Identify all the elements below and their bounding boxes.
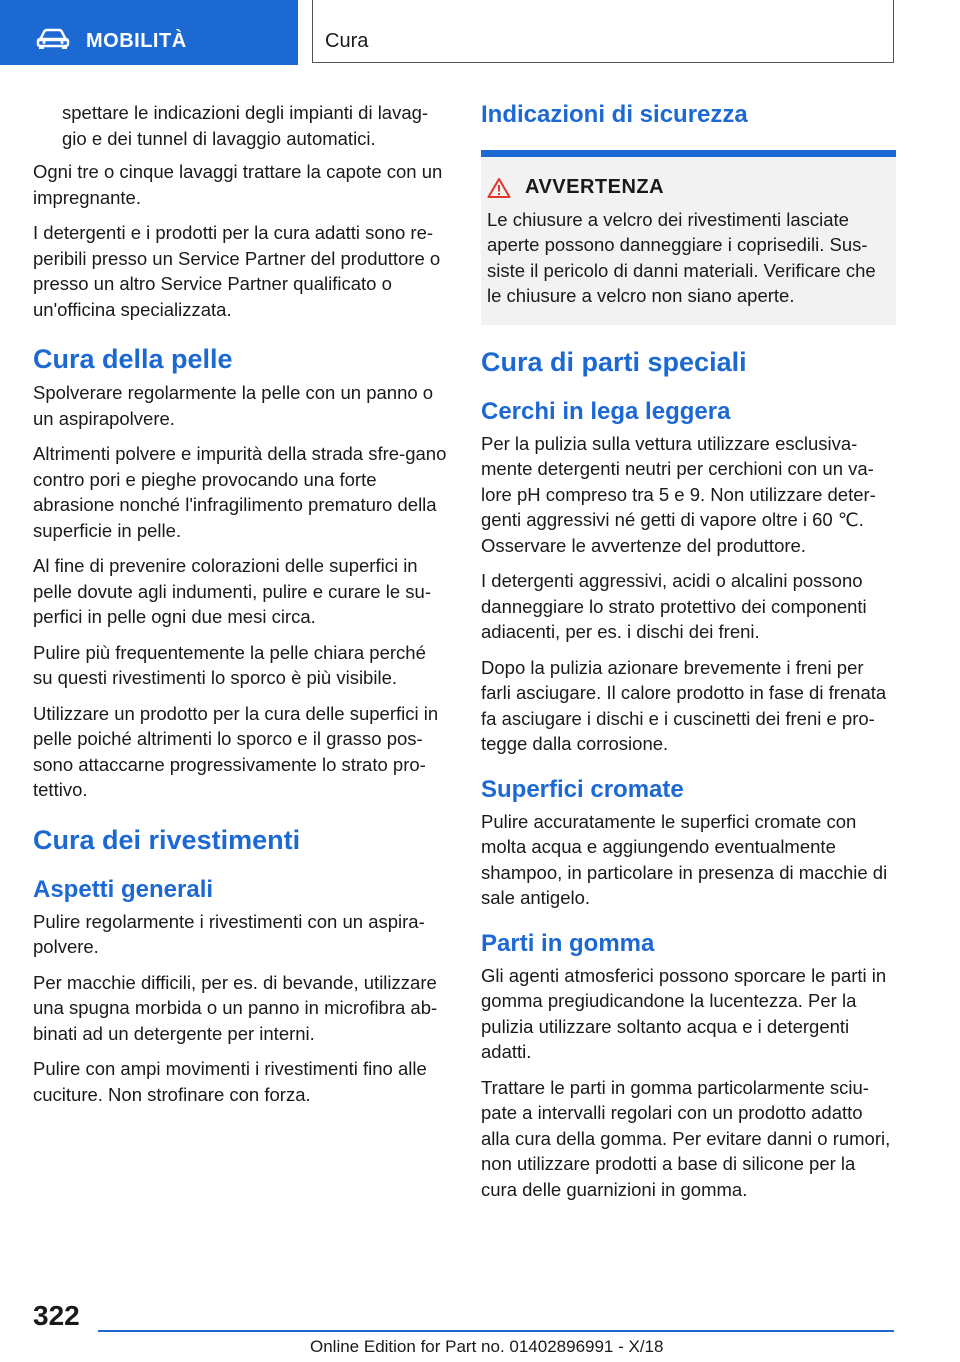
paragraph: Pulire accuratamente le superfici cromate con molta acqua e aggiungendo eventualmente shampoo, in particolare in presenza di macchie di sale antigelo. [481,810,888,908]
warning-text: Le chiusure a velcro dei rivestimenti lasciate aperte possono danneggiare i coprisedili. Sus-siste il pericolo di danni materiali. Verificare che le chiusure a velcro non siano aperte. [487,208,876,306]
warning-box [481,157,896,325]
left-column [33,100,448,1117]
paragraph: Gli agenti atmosferici possono sporcare le parti in gomma pregiudicandone la lucentezza. Per la pulizia utilizzare soltanto acqua e i detergenti adatti. [481,964,887,1062]
warning-label: AVVERTENZA [525,176,665,198]
section-tab[interactable] [0,0,298,65]
heading-special-parts: Cura di parti speciali [481,346,747,377]
warning-triangle-icon [487,177,511,199]
car-icon [36,28,70,55]
paragraph: I detergenti e i prodotti per la cura adatti sono re-peribili presso un Service Partner del produttore o presso un altro Service Partner qualificato o un'officina specializzata. [33,222,441,320]
paragraph: Pulire con ampi movimenti i rivestimenti fino alle cuciture. Non strofinare con forza. [33,1058,427,1105]
chapter-header [312,0,894,63]
paragraph: Ogni tre o cinque lavaggi trattare la capote con un impregnante. [33,161,443,208]
paragraph: Per la pulizia sulla vettura utilizzare esclusiva-mente detergenti neutri per cerchioni con un va-lore pH compreso tra 5 e 9. Non utilizzare deter-genti aggressivi né getti di vapore oltre i 60 ℃. Osservare le avvertenze del produttore. [481,432,876,556]
subheading-rubber: Parti in gomma [481,929,655,957]
paragraph: Pulire più frequentemente la pelle chiara perché su questi rivestimenti lo sporco è più visibile. [33,641,426,688]
section-rule [481,150,896,157]
heading-safety: Indicazioni di sicurezza [481,101,748,128]
footer-divider [98,1330,894,1332]
section-label: MOBILITÀ [86,30,187,52]
intro-indented-text: spettare le indicazioni degli impianti di lavag-gio e dei tunnel di lavaggio automatici. [62,102,429,149]
subheading-chrome: Superfici cromate [481,775,684,803]
subheading-alloy-wheels: Cerchi in lega leggera [481,397,731,425]
paragraph: Spolverare regolarmente la pelle con un panno o un aspirapolvere. [33,382,434,429]
paragraph: Altrimenti polvere e impurità della strada sfre-gano contro pori e pieghe provocando una forte abrasione nonché l'infragilimento prematuro della superficie in pelle. [33,443,447,541]
right-column [481,100,896,1212]
heading-upholstery-care: Cura dei rivestimenti [33,824,301,855]
paragraph: Pulire regolarmente i rivestimenti con un aspira-polvere. [33,910,425,957]
warning-header [487,175,886,201]
paragraph: I detergenti aggressivi, acidi o alcalini possono danneggiare lo strato protettivo dei componenti adiacenti, per es. i dischi dei freni. [481,570,867,642]
footer-edition: Online Edition for Part no. 01402896991 - X/18 [310,1337,664,1356]
paragraph: Al fine di prevenire colorazioni delle superfici in pelle dovute agli indumenti, pulire e curare le su-perfici in pelle ogni due mesi circa. [33,555,431,627]
paragraph: Dopo la pulizia azionare brevemente i freni per farli asciugare. Il calore prodotto in fase di frenata fa asciugare i dischi e i cuscinetti dei freni e pro-tegge dalla corrosione. [481,656,887,754]
paragraph: Trattare le parti in gomma particolarmente sciu-pate a intervalli regolari con un prodotto adatto alla cura della gomma. Per evitare danni o rumori, non utilizzare prodotti a base di silicone per la cura delle guarnizioni in gomma. [481,1076,891,1200]
subheading-general: Aspetti generali [33,875,214,903]
heading-leather-care: Cura della pelle [33,344,233,374]
page-number: 322 [33,1300,80,1331]
paragraph: Utilizzare un prodotto per la cura delle superfici in pelle poiché altrimenti lo sporco e il grasso pos-sono attaccarne progressivamente lo strato pro-tettivo. [33,702,439,800]
chapter-title: Cura [325,30,369,52]
paragraph: Per macchie difficili, per es. di bevande, utilizzare una spugna morbida o un panno in microfibra ab-binati ad un detergente per interni. [33,971,438,1044]
